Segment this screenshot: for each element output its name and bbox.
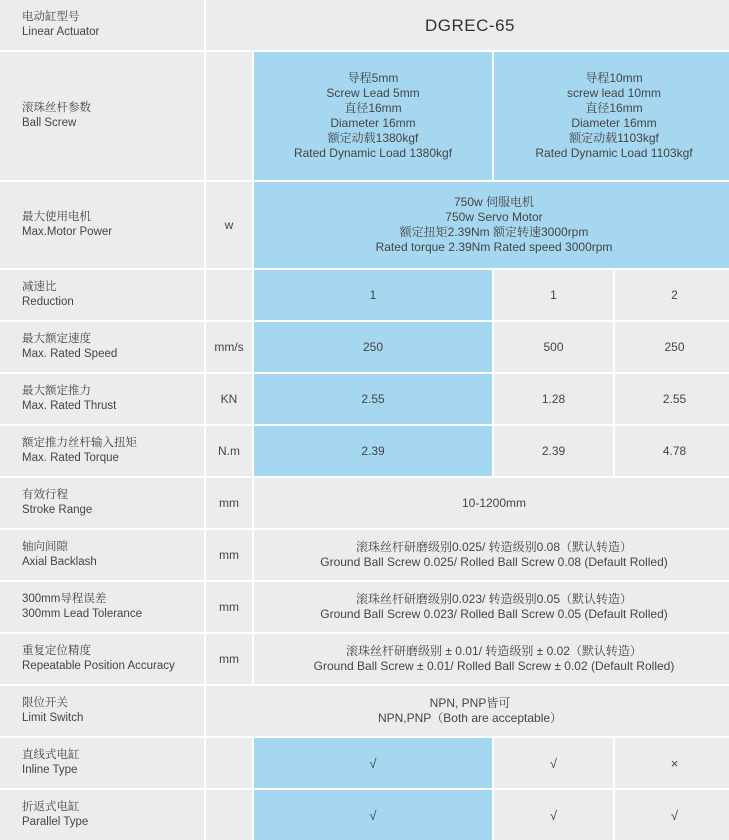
ball-screw-a-line: 额定动载1380kgf xyxy=(327,131,419,145)
thrust-value-b: 1.28 xyxy=(494,374,613,424)
ball-screw-label-en: Ball Screw xyxy=(22,117,77,129)
backlash-value xyxy=(254,530,729,580)
inline-type-check-icon: √ xyxy=(494,738,613,788)
row-label-cn: 最大额定速度 xyxy=(22,333,91,345)
repeatability-label-en: Repeatable Position Accuracy xyxy=(22,660,175,672)
ball-screw-label-cn: 滚珠丝杆参数 xyxy=(22,102,91,114)
ball-screw-b-line: 直径16mm xyxy=(585,101,643,115)
ball-screw-b-line: 额定动载1103kgf xyxy=(569,131,659,145)
limit-switch-label-cn: 限位开关 xyxy=(22,697,68,709)
inline-type-cross-icon: × xyxy=(615,738,729,788)
header-label-cn: 电动缸型号 xyxy=(22,11,80,23)
parallel-type-label-cn: 折返式电缸 xyxy=(22,801,80,813)
row-label-en: Max. Rated Thrust xyxy=(22,400,117,412)
speed-value-c: 250 xyxy=(615,322,729,372)
repeatability-label-cell xyxy=(0,634,204,684)
ball-screw-unit-cell xyxy=(206,52,252,180)
limit-switch-line-2: NPN,PNP（Both are acceptable） xyxy=(377,711,563,725)
stroke-label-cn: 有效行程 xyxy=(22,489,68,501)
repeatability-unit: mm xyxy=(206,634,252,684)
backlash-label-cell xyxy=(0,530,204,580)
repeatability-value xyxy=(254,634,729,684)
model-cell xyxy=(206,0,729,50)
model-name: DGREC-65 xyxy=(425,15,515,35)
thrust-label-cell xyxy=(0,374,204,424)
stroke-label-cell xyxy=(0,478,204,528)
inline-type-label-cell xyxy=(0,738,204,788)
stroke-unit: mm xyxy=(206,478,252,528)
motor-line: 额定扭矩2.39Nm 额定转速3000rpm xyxy=(399,225,589,239)
backlash-label-cn: 轴向间隙 xyxy=(22,541,68,553)
lead-tolerance-label-cn: 300mm导程误差 xyxy=(22,593,107,605)
reduction-value-b: 1 xyxy=(494,270,613,320)
ball-screw-a-line: Diameter 16mm xyxy=(330,116,416,130)
motor-line: Rated torque 2.39Nm Rated speed 3000rpm xyxy=(375,240,613,254)
torque-value-b: 2.39 xyxy=(494,426,613,476)
limit-switch-label-cell xyxy=(0,686,204,736)
lead-tolerance-line-en: Ground Ball Screw 0.023/ Rolled Ball Screw 0.05 (Default Rolled) xyxy=(320,607,668,621)
row-label-en: Max. Rated Torque xyxy=(22,452,119,464)
motor-label-en: Max.Motor Power xyxy=(22,226,113,238)
thrust-unit: KN xyxy=(206,374,252,424)
reduction-value-c: 2 xyxy=(615,270,729,320)
ball-screw-a-line: Screw Lead 5mm xyxy=(326,86,420,100)
inline-type-unit-cell xyxy=(206,738,252,788)
thrust-value-c: 2.55 xyxy=(615,374,729,424)
backlash-line-cn: 滚珠丝杆研磨级别0.025/ 转造级别0.08（默认转造） xyxy=(355,540,633,554)
parallel-type-label-en: Parallel Type xyxy=(22,816,89,828)
lead-tolerance-label-en: 300mm Lead Tolerance xyxy=(22,608,142,620)
limit-switch-value xyxy=(206,686,729,736)
parallel-type-check-icon: √ xyxy=(494,790,613,840)
parallel-type-check-icon: √ xyxy=(615,790,729,840)
row-label-cn: 减速比 xyxy=(22,281,57,293)
ball-screw-a-line: 直径16mm xyxy=(344,101,402,115)
inline-type-check-icon: √ xyxy=(254,738,492,788)
backlash-unit: mm xyxy=(206,530,252,580)
row-label-en: Reduction xyxy=(22,296,74,308)
stroke-label-en: Stroke Range xyxy=(22,504,93,516)
repeatability-label-cn: 重复定位精度 xyxy=(22,645,91,657)
reduction-value-a: 1 xyxy=(254,270,492,320)
motor-label-cn: 最大使用电机 xyxy=(22,211,91,223)
ball-screw-b-line: screw lead 10mm xyxy=(566,86,662,100)
motor-spec-cell xyxy=(254,182,729,268)
inline-type-label-cn: 直线式电缸 xyxy=(22,749,80,761)
ball-screw-label-cell xyxy=(0,52,204,180)
motor-line: 750w 伺服电机 xyxy=(453,195,535,209)
ball-screw-b-line: Rated Dynamic Load 1103kgf xyxy=(535,146,693,160)
torque-unit: N.m xyxy=(206,426,252,476)
parallel-type-unit-cell xyxy=(206,790,252,840)
ball-screw-b-line: 导程10mm xyxy=(585,71,643,85)
parallel-type-check-icon: √ xyxy=(254,790,492,840)
lead-tolerance-value xyxy=(254,582,729,632)
lead-tolerance-label-cell xyxy=(0,582,204,632)
stroke-value: 10-1200mm xyxy=(254,478,729,528)
header-label-en: Linear Actuator xyxy=(22,26,100,38)
reduction-label-cell xyxy=(0,270,204,320)
motor-line: 750w Servo Motor xyxy=(445,210,543,224)
motor-label-cell xyxy=(0,182,204,268)
ball-screw-b-line: Diameter 16mm xyxy=(571,116,657,130)
ball-screw-a-line: 导程5mm xyxy=(347,71,399,85)
speed-value-a: 250 xyxy=(254,322,492,372)
lead-tolerance-line-cn: 滚珠丝杆研磨级别0.023/ 转造级别0.05（默认转造） xyxy=(355,592,633,606)
repeatability-line-cn: 滚珠丝杆研磨级别 ± 0.01/ 转造级别 ± 0.02（默认转造） xyxy=(346,644,642,658)
speed-unit: mm/s xyxy=(206,322,252,372)
speed-label-cell xyxy=(0,322,204,372)
ball-screw-option-a xyxy=(254,52,492,180)
parallel-type-label-cell xyxy=(0,790,204,840)
motor-unit: w xyxy=(206,182,252,268)
inline-type-label-en: Inline Type xyxy=(22,764,78,776)
torque-label-cell xyxy=(0,426,204,476)
row-label-cn: 额定推力丝杆输入扭矩 xyxy=(22,437,137,449)
lead-tolerance-unit: mm xyxy=(206,582,252,632)
limit-switch-label-en: Limit Switch xyxy=(22,712,84,724)
torque-value-c: 4.78 xyxy=(615,426,729,476)
backlash-line-en: Ground Ball Screw 0.025/ Rolled Ball Screw 0.08 (Default Rolled) xyxy=(320,555,668,569)
torque-value-a: 2.39 xyxy=(254,426,492,476)
thrust-value-a: 2.55 xyxy=(254,374,492,424)
backlash-label-en: Axial Backlash xyxy=(22,556,97,568)
ball-screw-a-line: Rated Dynamic Load 1380kgf xyxy=(293,146,453,160)
header-label-cell xyxy=(0,0,204,50)
row-label-cn: 最大额定推力 xyxy=(22,385,91,397)
reduction-unit xyxy=(206,270,252,320)
row-label-en: Max. Rated Speed xyxy=(22,348,118,360)
ball-screw-option-b xyxy=(494,52,729,180)
repeatability-line-en: Ground Ball Screw ± 0.01/ Rolled Ball Screw ± 0.02 (Default Rolled) xyxy=(313,659,675,673)
limit-switch-line-1: NPN, PNP皆可 xyxy=(429,696,511,710)
speed-value-b: 500 xyxy=(494,322,613,372)
